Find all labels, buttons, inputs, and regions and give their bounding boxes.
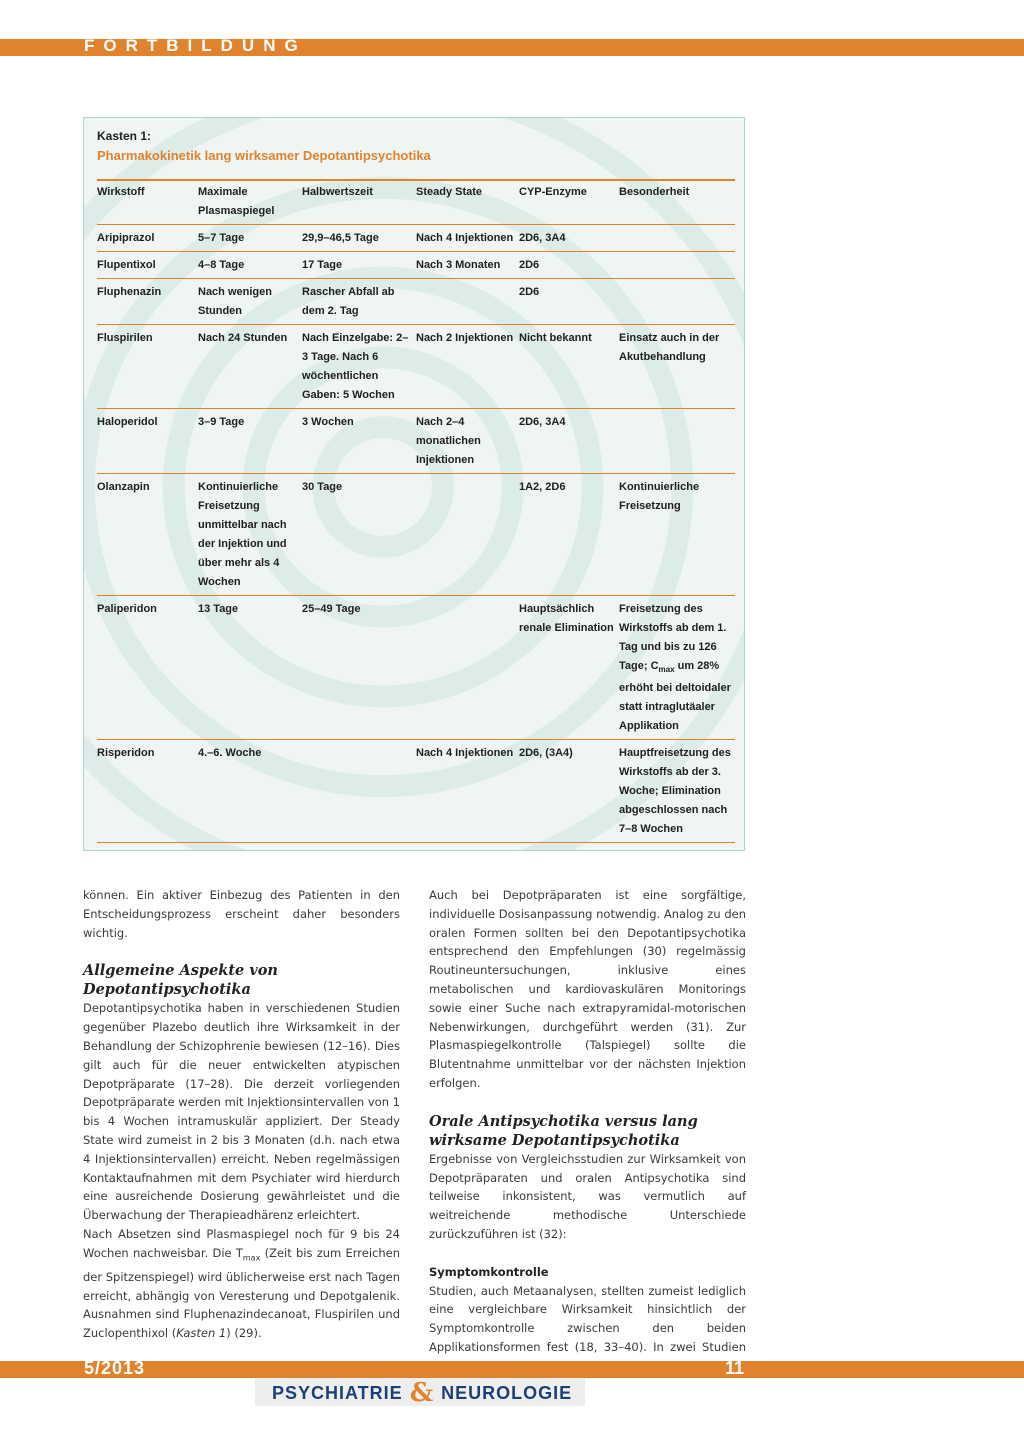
table-cell: Nach wenigen Stunden [198, 279, 302, 325]
table-row [97, 279, 735, 325]
table-cell: 29,9–46,5 Tage [302, 225, 416, 252]
box-kicker: Kasten 1: [97, 129, 152, 143]
footer-bar [0, 1361, 1024, 1378]
table-cell: 25–49 Tage [302, 596, 416, 740]
table-cell: Nach 24 Stunden [198, 325, 302, 409]
table-cell: Hauptsächlich renale Elimination [519, 596, 619, 740]
column-header: Steady State [416, 180, 519, 225]
info-box [83, 117, 745, 851]
page-number: 11 [725, 1358, 745, 1378]
section-heading: Orale Antipsychotika versus lang wirksame Depotantipsychotika [429, 1112, 698, 1149]
drug-name-cell: Flupentixol [97, 252, 198, 279]
issue-number: 5/2013 [84, 1358, 146, 1378]
table-cell: 2D6 [519, 252, 619, 279]
ampersand-glyph: & [409, 1378, 435, 1408]
table-row [97, 325, 735, 409]
table-row [97, 474, 735, 596]
table-cell: Freisetzung des Wirkstoffs ab dem 1. Tag und bis zu 126 Tage; $C_{max}$ um 28% erhöht bei deltoidaler statt intraglutäaler Applikation [619, 596, 735, 740]
table-cell: 2D6, 3A4 [519, 225, 619, 252]
table-row [97, 740, 735, 843]
journal-logo [272, 1378, 572, 1408]
column-header: Halbwertszeit [302, 180, 416, 225]
table-cell [302, 740, 416, 843]
table-cell [416, 843, 519, 851]
table-row [97, 596, 735, 740]
table-cell [619, 252, 735, 279]
body-paragraph: Auch bei Depotpräparaten ist eine sorgfältige, individuelle Dosisanpassung notwendig. Analog zu den oralen Formen sollten bei den Depotantipsychotika entsprechend den Empfehlungen (30) regelmässig Routineuntersuchungen, inklusive eines metabolischen und kardiovaskulären Monitorings sowie einer Suche nach extrapyramidal-motorischen Nebenwirkungen, durchgeführt werden (31). Zur Plasmaspiegelkontrolle (Talspiegel) sollte die Blutentnahme unmittelbar vor der nächsten Injektion erfolgen. [429, 888, 746, 1090]
table-cell: 1A2, 2D6 [519, 474, 619, 596]
column-header: Besonderheit [619, 180, 735, 225]
table-cell: 4.–6. Woche [198, 740, 302, 843]
table-cell [619, 409, 735, 474]
intro-paragraph: können. Ein aktiver Einbezug des Patienten in den Entscheidungsprozess erscheint daher besonders wichtig. [83, 888, 400, 940]
table-cell: Einsatz auch in der Akutbehandlung [619, 325, 735, 409]
right-text-column [429, 886, 746, 1376]
table-cell: 5–7 Tage [198, 225, 302, 252]
table-cell [619, 843, 735, 851]
table-cell [416, 596, 519, 740]
drug-name-cell: Haloperidol [97, 409, 198, 474]
drug-name-cell: Fluphenazin [97, 279, 198, 325]
table-cell: Nach 4 Injektionen [416, 225, 519, 252]
drug-name-cell: Aripiprazol [97, 225, 198, 252]
drug-name-cell: Olanzapin [97, 474, 198, 596]
section-heading: Allgemeine Aspekte von Depotantipsychotika [83, 962, 278, 999]
table-row [97, 409, 735, 474]
table-cell: Nach 2 Injektionen [416, 325, 519, 409]
table-cell [619, 225, 735, 252]
table-cell: 3–9 Tage [198, 409, 302, 474]
drug-name-cell: Fluspirilen [97, 325, 198, 409]
pharmacokinetics-table [97, 179, 735, 851]
table-cell: Kontinuierliche Freisetzung unmittelbar nach der Injektion und über mehr als 4 Wochen [198, 474, 302, 596]
subsection-heading: Symptomkontrolle [429, 1264, 549, 1279]
table-cell [302, 843, 416, 851]
table-cell: 2D6, 3A4 [519, 409, 619, 474]
table-cell [619, 279, 735, 325]
box-title: Pharmakokinetik lang wirksamer Depotantipsychotika [97, 148, 431, 163]
table-cell: Nach 2–4 monatlichen Injektionen [416, 409, 519, 474]
text-run: ) (29). [226, 1326, 262, 1341]
journal-name-left: PSYCHIATRIE [272, 1382, 403, 1403]
table-row [97, 843, 735, 851]
drug-name-cell: Risperidon [97, 740, 198, 843]
box-reference: Kasten 1 [176, 1326, 227, 1341]
table-cell: Hauptfreisetzung des Wirkstoffs ab der 3. Woche; Elimination abgeschlossen nach 7–8 Wochen [619, 740, 735, 843]
text-run: Nach Absetzen sind Plasmaspiegel noch für 9 bis 24 Wochen nachweisbar. Die T [83, 1226, 400, 1260]
body-paragraph: Studien, auch Metaanalysen, stellten zumeist lediglich eine vergleichbare Wirksamkeit hinsichtlich der Symptomkontrolle zwischen den beiden Applikationsformen fest (18, 33–40). In zwei Studien [429, 1283, 746, 1354]
body-paragraph [83, 1225, 400, 1343]
table-cell: 3 Wochen [302, 409, 416, 474]
table-cell: Rascher Abfall ab dem 2. Tag [302, 279, 416, 325]
table-row [97, 252, 735, 279]
table-cell: 2D6 [519, 279, 619, 325]
table-cell [416, 279, 519, 325]
table-cell: Nach 4 Injektionen [416, 740, 519, 843]
drug-name-cell: Paliperidon [97, 596, 198, 740]
subscript: max [242, 1253, 261, 1263]
table-cell: 4–8 Tage [198, 252, 302, 279]
table-cell: Nicht bekannt [519, 325, 619, 409]
table-cell: 17 Tage [302, 252, 416, 279]
table-cell [416, 474, 519, 596]
table-cell: Nach Einzelgabe: 2–3 Tage. Nach 6 wöchentlichen Gaben: 5 Wochen [302, 325, 416, 409]
section-label: FORTBILDUNG [84, 36, 307, 55]
table-cell: Kontinuierliche Freisetzung [619, 474, 735, 596]
column-header: Maximale Plasmaspiegel [198, 180, 302, 225]
table-cell: 30 Tage [302, 474, 416, 596]
table-header-row [97, 180, 735, 225]
text-run: (Zeit bis zum Erreichen der Spitzenspiegel) wird üblicherweise erst nach Tagen erreicht, abhängig von Veresterung und Depotgalenik. Ausnahmen sind Fluphenazindecanoat, Fluspirilen und Zuclopenthixol ( [83, 1245, 401, 1341]
table-cell: 13 Tage [198, 596, 302, 740]
column-header: Wirkstoff [97, 180, 198, 225]
column-header: CYP-Enzyme [519, 180, 619, 225]
journal-name-right: NEUROLOGIE [441, 1382, 573, 1403]
table-cell [198, 843, 302, 851]
drug-name-cell [97, 843, 198, 851]
left-text-column [83, 886, 400, 1343]
body-paragraph: Depotantipsychotika haben in verschiedenen Studien gegenüber Plazebo deutlich ihre Wirksamkeit in der Behandlung der Schizophrenie bewiesen (12–16). Dies gilt auch für die neuer entwickelten atypischen Depotpräparate (17–28). Die derzeit vorliegenden Depotpräparate werden mit Injektionsintervallen von 1 bis 4 Wochen intramuskulär appliziert. Der Steady State wird zumeist in 2 bis 3 Monaten (d.h. nach etwa 4 Injektionsintervallen) erreicht. Neben regelmässigen Kontaktaufnahmen mit dem Psychiater wird hierdurch eine ausreichende Dosierung gewährleistet und die Überwachung der Therapieadhärenz erleichtert. [83, 1001, 400, 1223]
body-paragraph: Ergebnisse von Vergleichsstudien zur Wirksamkeit von Depotpräparaten und oralen Antipsychotika sind teilweise inkonsistent, was vermutlich auf weitreichende methodische Unterschiede zurückzuführen ist (32): [429, 1151, 746, 1241]
table-cell: Nach 3 Monaten [416, 252, 519, 279]
table-cell: 2D6, (3A4) [519, 740, 619, 843]
table-cell [519, 843, 619, 851]
table-row [97, 225, 735, 252]
